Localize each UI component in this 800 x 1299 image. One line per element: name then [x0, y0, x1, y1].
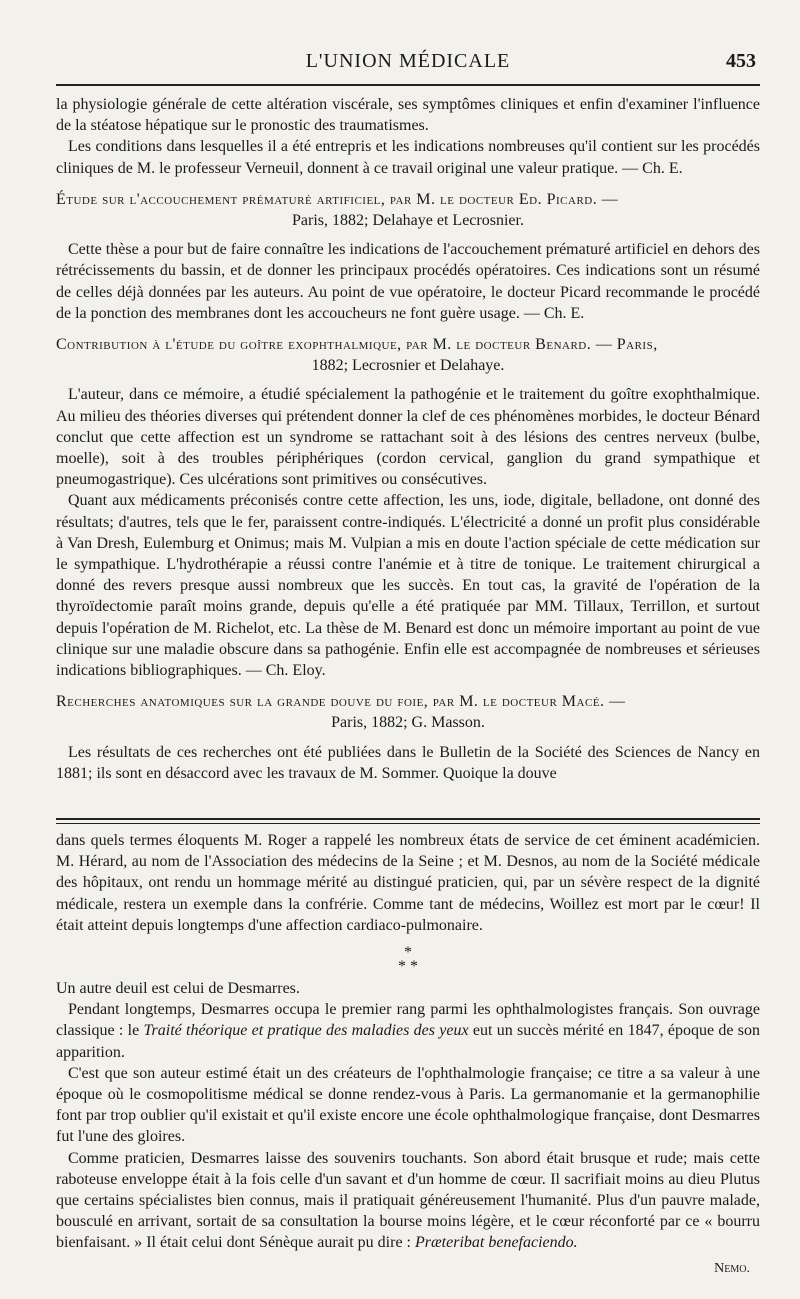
section-rule-bottom	[56, 823, 760, 824]
intro-paragraph-1: la physiologie générale de cette altération viscérale, ses symptômes cliniques et enfin d'examiner l'influence de la stéatose hépatique sur le pronostic des traumatismes.	[56, 96, 760, 135]
section-rule-top	[56, 818, 760, 820]
review-paragraph: Cette thèse a pour but de faire connaître les indications de l'accouchement prématuré artificiel en dehors des rétrécissements du bassin, et de donner les principaux procédés opératoires. Ces indications sont un résumé de celles déjà données par les auteurs. Au point de vue opératoire, le docteur Picard recommande le procédé de la ponction des membranes dont les accoucheurs ne font guère usage. — Ch. E.	[56, 241, 760, 322]
review-paragraph: L'auteur, dans ce mémoire, a étudié spécialement la pathogénie et le traitement du goître exophthalmique. Au milieu des théories diverses qui prétendent donner la clef de ces phénomènes morbides, le docteur Bénard conclut que cette affection est un syndrome se rattachant soit à des lésions des centres nerveux (bulbe, moelle), soit à des troubles périphériques (cordon cervical, ganglion du grand sympathique et pneumogastrique). Ces ulcérations sont primitives ou consécutives.	[56, 386, 760, 489]
review-paragraph: Quant aux médicaments préconisés contre cette affection, les uns, iode, digitale, belladone, ont donné des résultats; d'autres, tels que le fer, paraissent contre-indiqués. L'électricité a donné un profit plus considérable à Van Dresh, Eulemburg et Onimus; mais M. Vulpian a mis en doute l'action spéciale de cette médication sur le sympathique. L'hydrothérapie a réussi contre l'anémie et à titre de tonique. Le traitement chirurgical a donné des revers presque aussi nombreux que les succès. En tout cas, la gravité de l'opération de la thyroïdectomie paraît moins grande, depuis qu'elle a été pratiquée par MM. Tillaux, Terrillon, et surtout depuis l'opération de M. Richelot, etc. La thèse de M. Benard est donc un mémoire important au point de vue clinique sur une maladie obscure dans sa pathogénie. Enfin elle est accompagnée de nombreuses et sérieuses indications bibliographiques. — Ch. Eloy.	[56, 492, 760, 680]
review-heading-mace	[56, 691, 760, 733]
obituary-paragraph-ecole: C'est que son auteur estimé était un des créateurs de l'ophthalmologie française; ce titre a sa valeur à une époque où le cosmopolitisme médical se donne rendez-vous à Paris. La germanomanie et la germanophilie font par trop oublier qu'il existait et qu'il existe encore une école ophthalmologique française, dont Desmarres fut l'une des gloires.	[56, 1064, 760, 1146]
book-title: Traité théorique et pratique des maladies des yeux	[143, 1022, 469, 1040]
running-header	[56, 48, 760, 78]
review-heading-benard	[56, 334, 760, 376]
review-paragraph: Les résultats de ces recherches ont été publiées dans le Bulletin de la Société des Sciences de Nancy en 1881; ils sont en désaccord avec les travaux de M. Sommer. Quoique la douve	[56, 743, 760, 782]
review-heading-line-1: Contribution à l'étude du goître exophthalmique, par M. le docteur Benard. — Paris,	[56, 336, 658, 354]
review-heading-line-2: 1882; Lecrosnier et Delahaye.	[311, 357, 505, 375]
lower-column	[56, 830, 760, 1279]
header-rule	[56, 84, 760, 86]
author-signature: Nemo.	[714, 1260, 750, 1276]
upper-column	[56, 94, 760, 784]
obituary-paragraph-desmarres-intro: Un autre deuil est celui de Desmarres.	[56, 980, 300, 998]
page-number: 453	[726, 50, 756, 72]
obituary-paragraph-ouvrage: Pendant longtemps, Desmarres occupa le premier rang parmi les ophthalmologistes français. Son ouvrage classique : le Traité théorique et pratique des maladies des yeux eut un succès mérité en 1847, époque de son apparition.	[56, 1001, 760, 1061]
obituary-paragraph-praticien: Comme praticien, Desmarres laisse des souvenirs touchants. Son abord était brusque et rude; mais cette raboteuse enveloppe était à la fois celle d'un savant et d'un homme de cœur. Il sacrifiait moins au dieu Plutus que certains spécialistes bien connus, mais il pratiquait généreusement l'humanité. Plus d'un pauvre malade, bousculé en arrivant, sortait de sa consultation la bourse moins légère, et le cœur réconforté par ce « bourru bienfaisant. » Il était celui dont Sénèque aurait pu dire : Præteribat benefaciendo.	[56, 1149, 760, 1252]
latin-quote: Præteribat benefaciendo.	[415, 1234, 578, 1252]
obituary-paragraph-woillez: dans quels termes éloquents M. Roger a rappelé les nombreux états de service de cet éminent académicien. M. Hérard, au nom de l'Association des médecins de la Seine ; et M. Desnos, au nom de la Société médicale des hôpitaux, ont rendu un hommage mérité au distingué praticien, qui, par un sévère respect de la dignité médicale, restera un exemple dans la confrérie. Comme tant de médecins, Woillez est mort par le cœur! Il était atteint depuis longtemps d'une affection cardiaco-pulmonaire.	[56, 832, 760, 934]
review-heading-picard	[56, 189, 760, 231]
section-asterism: * * *	[398, 944, 418, 976]
review-heading-line-2: Paris, 1882; Delahaye et Lecrosnier.	[292, 212, 524, 230]
review-heading-line-1: Recherches anatomiques sur la grande douve du foie, par M. le docteur Macé. —	[56, 693, 626, 711]
review-heading-line-2: Paris, 1882; G. Masson.	[331, 714, 485, 732]
intro-paragraph-2: Les conditions dans lesquelles il a été entrepris et les indications nombreuses qu'il contient sur les procédés cliniques de M. le professeur Verneuil, donnent à ce travail original une valeur pratique. — Ch. E.	[56, 138, 760, 177]
journal-title: L'UNION MÉDICALE	[305, 50, 511, 72]
review-heading-line-1: Étude sur l'accouchement prématuré artificiel, par M. le docteur Ed. Picard. —	[56, 190, 619, 208]
